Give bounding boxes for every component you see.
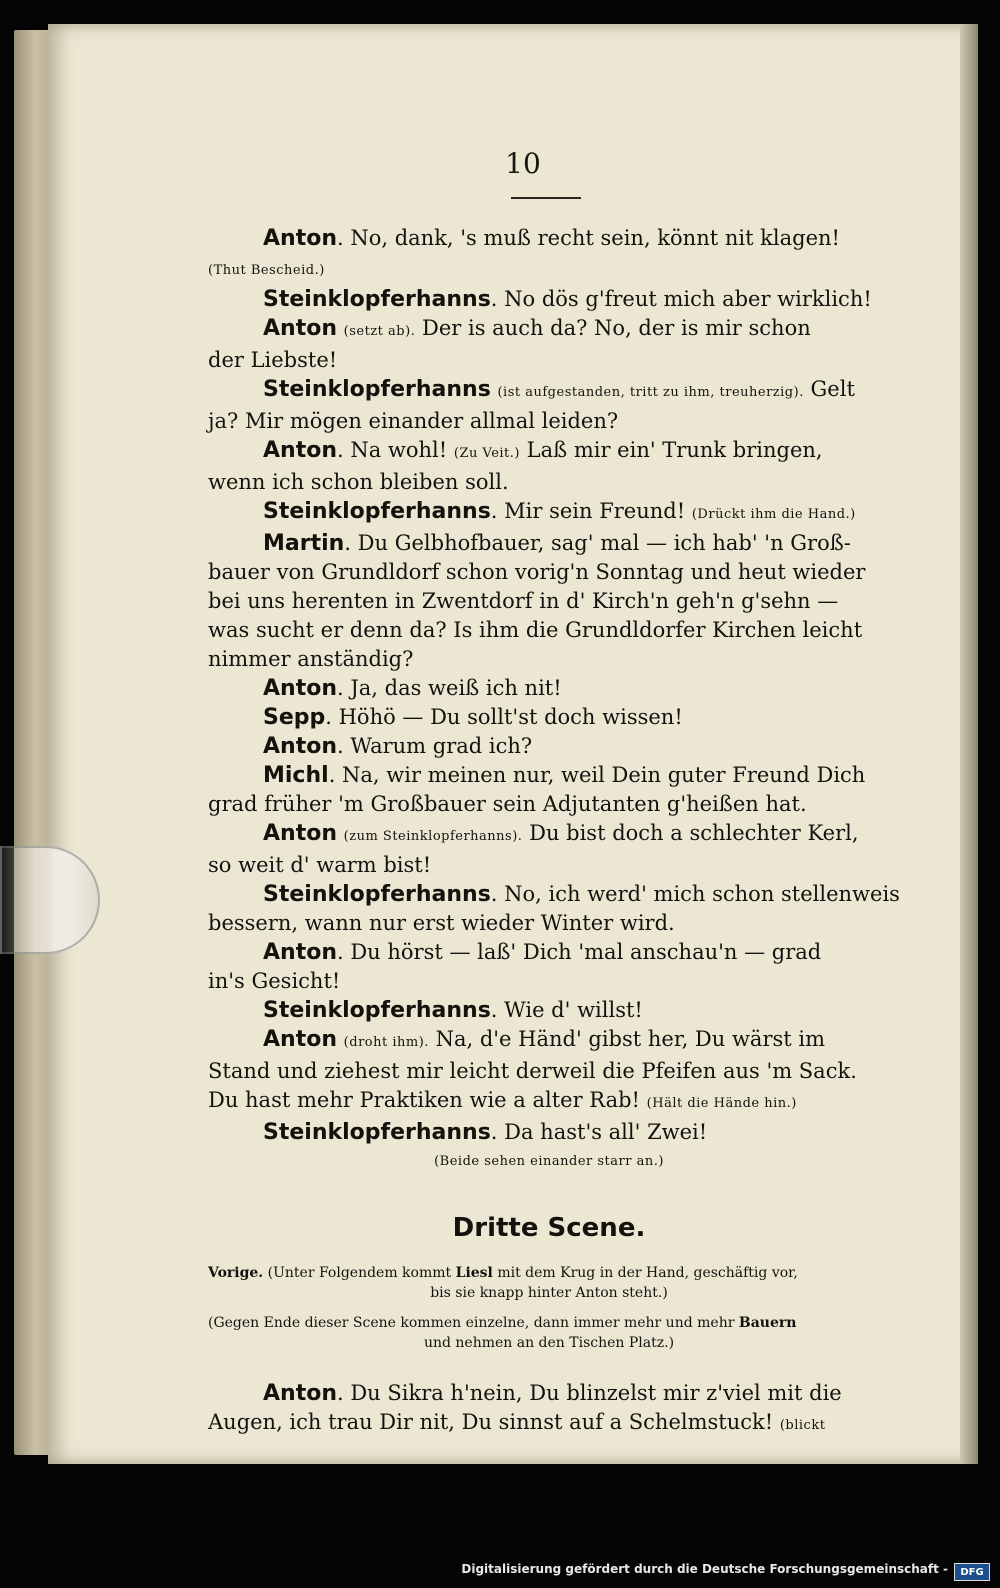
dialogue-line xyxy=(208,497,890,529)
scene-intro-name: Liesl xyxy=(455,1265,493,1281)
dialogue-line xyxy=(208,587,890,616)
dialogue-text: so weit d' warm bist! xyxy=(208,853,432,877)
dialogue-line xyxy=(208,790,890,819)
footer-credit: Digitalisierung gefördert durch die Deutsche Forschungsgemeinschaft - xyxy=(461,1562,948,1576)
stage-direction: (Beide sehen einander starr an.) xyxy=(434,1154,664,1169)
dialogue-text: . Warum grad ich? xyxy=(336,734,533,758)
scene-note-part1: (Gegen Ende dieser Scene kommen einzelne, dann immer mehr und mehr xyxy=(208,1315,739,1331)
page-number-rule xyxy=(511,197,581,199)
dialogue-line xyxy=(208,558,890,587)
stage-direction: (zum Steinklopferhanns). xyxy=(343,829,523,844)
book-page xyxy=(48,24,978,1464)
dialogue-line xyxy=(208,967,890,996)
stage-direction: (Drückt ihm die Hand.) xyxy=(691,507,856,522)
dialogue-text: bessern, wann nur erst wieder Winter wird. xyxy=(208,911,675,935)
scene-intro xyxy=(208,1263,890,1303)
scene-intro-part1: (Unter Folgendem kommt xyxy=(263,1265,456,1281)
scene-intro-characters: Vorige. xyxy=(208,1265,264,1281)
speaker-name: Steinklopferhanns xyxy=(263,499,491,524)
speaker-name: Anton xyxy=(263,316,337,341)
speaker-name: Anton xyxy=(263,1381,337,1406)
dialogue-text: Laß mir ein' Trunk bringen, xyxy=(519,438,823,462)
dialogue-line xyxy=(208,1057,890,1086)
dialogue-text: . Höhö — Du sollt'st doch wissen! xyxy=(325,705,683,729)
dialogue-line xyxy=(208,285,890,314)
stage-direction: (Hält die Hände hin.) xyxy=(646,1096,797,1111)
dialogue-text: Na, d'e Händ' gibst her, Du wärst im xyxy=(428,1027,826,1051)
stage-direction: (ist aufgestanden, tritt zu ihm, treuherzig). xyxy=(497,385,804,400)
dialogue-line xyxy=(208,1118,890,1147)
stage-direction: (blickt xyxy=(779,1418,826,1433)
speaker-name: Steinklopferhanns xyxy=(263,1120,491,1145)
speaker-name: Steinklopferhanns xyxy=(263,998,491,1023)
speaker-name: Martin xyxy=(263,531,345,556)
speaker-name: Anton xyxy=(263,734,337,759)
dialogue-text: . Du Gelbhofbauer, sag' mal — ich hab' 'n Groß- xyxy=(344,531,851,555)
speaker-name: Michl xyxy=(263,763,329,788)
dialogue-line xyxy=(208,407,890,436)
dialogue-line xyxy=(208,851,890,880)
dialogue-line xyxy=(208,616,890,645)
scene-note-part2: und nehmen an den Tischen Platz.) xyxy=(423,1335,675,1351)
dialogue-text: wenn ich schon bleiben soll. xyxy=(208,470,509,494)
dialogue-text: nimmer anständig? xyxy=(208,647,414,671)
speaker-name: Anton xyxy=(263,676,337,701)
dialogue-line xyxy=(208,732,890,761)
dialogue-line xyxy=(208,645,890,674)
dialogue-text: ja? Mir mögen einander allmal leiden? xyxy=(208,409,619,433)
speaker-name: Anton xyxy=(263,226,337,251)
speaker-name: Steinklopferhanns xyxy=(263,377,491,402)
dialogue-line xyxy=(208,819,890,851)
dialogue-line xyxy=(208,468,890,497)
dialogue-text: Gelt xyxy=(803,377,855,401)
dialogue-text: Der is auch da? No, der is mir schon xyxy=(415,316,811,340)
stage-direction: (Thut Bescheid.) xyxy=(208,263,325,278)
dialogue-line xyxy=(208,529,890,558)
dialogue-text: . No dös g'freut mich aber wirklich! xyxy=(490,287,872,311)
speaker-name: Sepp xyxy=(263,705,326,730)
dialogue-block xyxy=(208,224,900,1147)
stage-direction: (setzt ab). xyxy=(343,324,416,339)
page-text xyxy=(208,224,900,1440)
dialogue-text: . Na, wir meinen nur, weil Dein guter Freund Dich xyxy=(328,763,866,787)
dialogue-line xyxy=(208,375,890,407)
dialogue-line xyxy=(208,703,890,732)
dialogue-text: bei uns herenten in Zwentdorf in d' Kirch'n geh'n g'sehn — xyxy=(208,589,839,613)
dialogue-text: was sucht er denn da? Is ihm die Grundldorfer Kirchen leicht xyxy=(208,618,863,642)
dialogue-line xyxy=(208,1086,890,1118)
dialogue-text: . No, ich werd' mich schon stellenweis xyxy=(490,882,900,906)
speaker-name: Anton xyxy=(263,940,337,965)
stage-direction: (Zu Veit.) xyxy=(453,446,520,461)
dialogue-line xyxy=(208,674,890,703)
dialogue-text: . Na wohl! xyxy=(336,438,454,462)
dialogue-text: . Wie d' willst! xyxy=(490,998,643,1022)
dfg-logo: DFG xyxy=(954,1563,990,1581)
speaker-name: Anton xyxy=(263,1027,337,1052)
page-edge xyxy=(960,24,978,1464)
scene-intro-part3: bis sie knapp hinter Anton steht.) xyxy=(430,1285,668,1301)
dialogue-text: Du hast mehr Praktiken wie a alter Rab! xyxy=(208,1088,647,1112)
page-number: 10 xyxy=(505,147,541,180)
dialogue-line xyxy=(208,1025,890,1057)
dialogue-line xyxy=(208,996,890,1025)
scene-note xyxy=(208,1313,890,1353)
scene-note-bold: Bauern xyxy=(738,1315,797,1331)
speaker-name: Anton xyxy=(263,821,337,846)
dialogue-line xyxy=(208,761,890,790)
dialogue-line xyxy=(208,224,890,253)
dialogue-text: . Mir sein Freund! xyxy=(490,499,692,523)
dialogue-text: in's Gesicht! xyxy=(208,969,341,993)
dialogue-line xyxy=(208,938,890,967)
dialogue-text: grad früher 'm Großbauer sein Adjutanten g'heißen hat. xyxy=(208,792,807,816)
dialogue-line xyxy=(208,253,890,285)
dialogue-text: . Du Sikra h'nein, Du blinzelst mir z'viel mit die xyxy=(336,1381,842,1405)
dialogue-text: bauer von Grundldorf schon vorig'n Sonntag und heut wieder xyxy=(208,560,866,584)
dialogue-text: . Ja, das weiß ich nit! xyxy=(336,676,562,700)
dialogue-text: . No, dank, 's muß recht sein, könnt nit klagen! xyxy=(336,226,840,250)
scene-title: Dritte Scene. xyxy=(452,1213,646,1243)
dialogue-text: Du bist doch a schlechter Kerl, xyxy=(522,821,859,845)
scene-intro-part2: mit dem Krug in der Hand, geschäftig vor, xyxy=(492,1265,798,1281)
speaker-name: Steinklopferhanns xyxy=(263,287,491,312)
dialogue-line xyxy=(208,436,890,468)
dialogue-text: Augen, ich trau Dir nit, Du sinnst auf a Schelmstuck! xyxy=(208,1410,780,1434)
dialogue-text: . Da hast's all' Zwei! xyxy=(490,1120,708,1144)
dialogue-line xyxy=(208,346,890,375)
stage-direction: (droht ihm). xyxy=(343,1035,429,1050)
dialogue-line xyxy=(208,314,890,346)
final-dialogue xyxy=(208,1379,890,1440)
dialogue-text: Stand und ziehest mir leicht derweil die Pfeifen aus 'm Sack. xyxy=(208,1059,857,1083)
dialogue-line xyxy=(208,909,890,938)
dialogue-line xyxy=(208,880,900,909)
speaker-name: Steinklopferhanns xyxy=(263,882,491,907)
dialogue-text: der Liebste! xyxy=(208,348,338,372)
speaker-name: Anton xyxy=(263,438,337,463)
dialogue-text: . Du hörst — laß' Dich 'mal anschau'n — grad xyxy=(336,940,822,964)
